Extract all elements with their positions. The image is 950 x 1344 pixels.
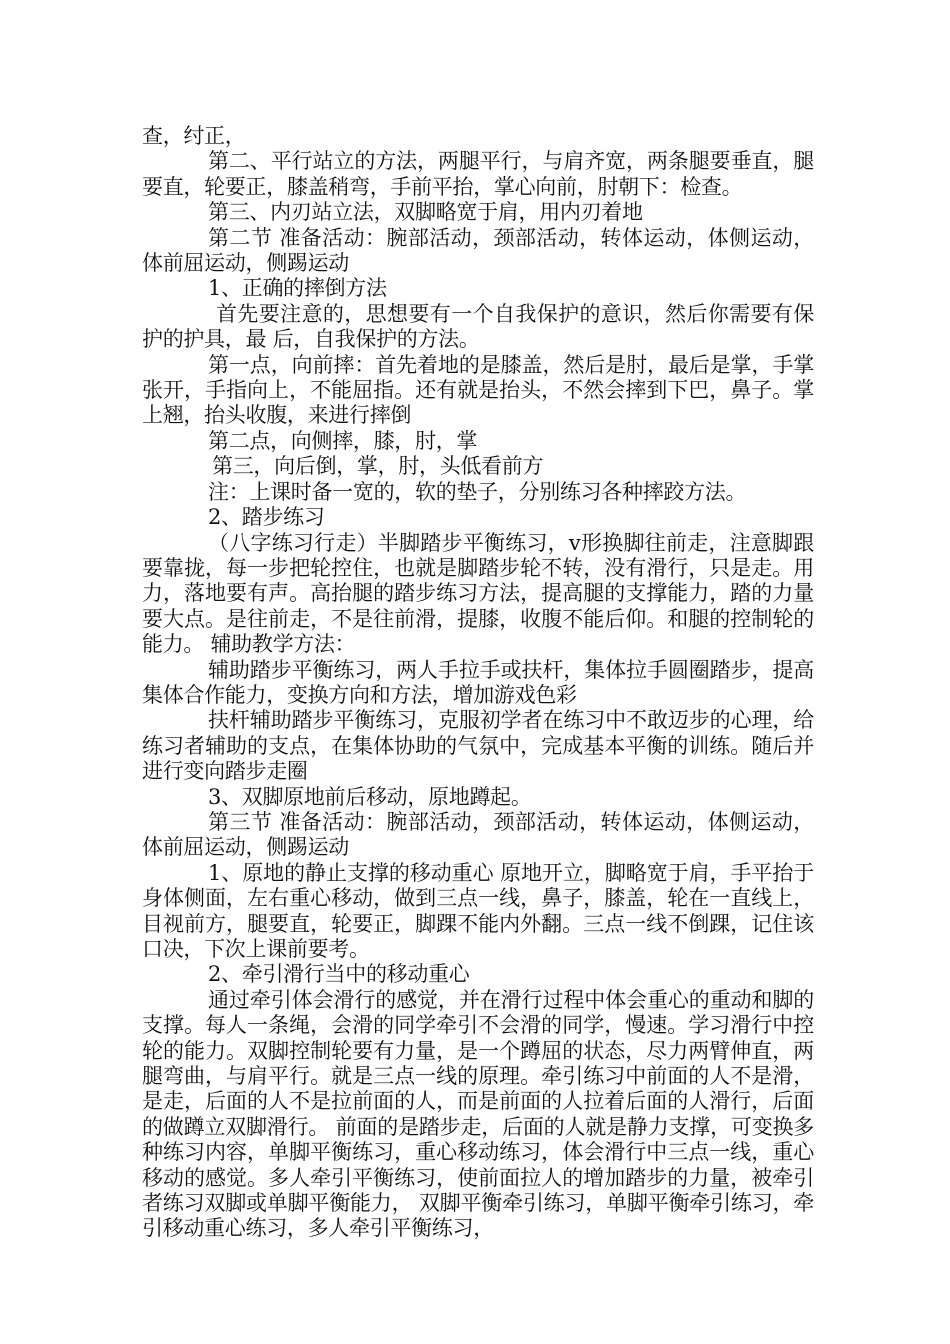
paragraph-1: 查，纣正， xyxy=(142,124,246,148)
document-body xyxy=(142,124,814,1242)
item-heading-squat: 3、双脚原地前后移动，原地蹲起。 xyxy=(208,784,532,809)
paragraph-12: （八字练习行走）半脚踏步平衡练习，v形换脚往前走，注意脚跟要靠拢，每一步把轮控住，也就是脚踏步轮不转，没有滑行，只是走。用力，落地要有声。高抬腿的踏步练习方法，提高腿的支撑能力，踏的力量要大点。是往前走，不是往前滑，提膝，收腹不能后仰。和腿的控制轮的能力。 辅助教学方法： xyxy=(142,530,814,657)
paragraph-14: 扶杆辅助踏步平衡练习，克服初学者在练习中不敢迈步的心理，给练习者辅助的支点，在集体协助的气氛中，完成基本平衡的训练。随后并进行变向踏步走圈 xyxy=(142,708,814,784)
item-heading-stepping: 2、踏步练习 xyxy=(208,505,325,530)
paragraph-8: 第二点，向侧摔，膝，肘，掌 xyxy=(208,428,478,453)
item-heading-falling: 1、正确的摔倒方法 xyxy=(208,276,387,301)
paragraph-17: 1、原地的静止支撑的移动重心 原地开立，脚略宽于肩，手平抬于身体侧面，左右重心移动，做到三点一线，鼻子，膝盖，轮在一直线上，目视前方，腿要直，轮要正，脚踝不能内外翻。三点一线不倒踝，记住该口决，下次上课前要考。 xyxy=(142,860,814,961)
paragraph-6: 首先要注意的，思想要有一个自我保护的意识，然后你需要有保护的护具，最 后，自我保护的方法。 xyxy=(142,301,814,352)
paragraph-3: 第三、内刃站立法，双脚略宽于肩，用内刃着地 xyxy=(208,200,643,225)
section-heading-3: 第三节 准备活动：腕部活动，颈部活动，转体运动，体侧运动，体前屈运动，侧踢运动 xyxy=(142,809,814,860)
section-heading-2: 第二节 准备活动：腕部活动，颈部活动，转体运动，体侧运动，体前屈运动，侧踢运动 xyxy=(142,225,814,276)
paragraph-9: 第三，向后倒，掌，肘，头低看前方 xyxy=(212,454,544,479)
item-heading-towing: 2、牵引滑行当中的移动重心 xyxy=(208,962,470,987)
paragraph-7: 第一点，向前摔：首先着地的是膝盖，然后是肘，最后是掌，手掌张开，手指向上，不能屈指。还有就是抬头，不然会摔到下巴，鼻子。掌上翘，抬头收腹，来进行摔倒 xyxy=(142,352,814,428)
paragraph-2: 第二、平行站立的方法，两腿平行，与肩齐宽，两条腿要垂直，腿要直，轮要正，膝盖稍弯，手前平抬，掌心向前，肘朝下：检查。 xyxy=(142,149,814,199)
paragraph-19: 通过牵引体会滑行的感觉，并在滑行过程中体会重心的重动和脚的支撑。每人一条绳，会滑的同学牵引不会滑的同学，慢速。学习滑行中控轮的能力。双脚控制轮要有力量，是一个蹲屈的状态，尽力两臂伸直，两腿弯曲，与肩平行。就是三点一线的原理。牵引练习中前面的人不是滑，是走，后面的人不是拉前面的人，而是前面的人拉着后面的人滑行，后面的做蹲立双脚滑行。 前面的是踏步走，后面的人就是静力支撑，可变换多种练习内容，单脚平衡练习，重心移动练习，体会滑行中三点一线，重心移动的感觉。多人牵引平衡练习，使前面拉人的增加踏步的力量，被牵引者练习双脚或单脚平衡能力， 双脚平衡牵引练习，单脚平衡牵引练习，牵引移动重心练习，多人牵引平衡练习， xyxy=(142,987,814,1241)
paragraph-13: 辅助踏步平衡练习，两人手拉手或扶杆，集体拉手圆圈踏步，提高集体合作能力，变换方向和方法，增加游戏色彩 xyxy=(142,657,814,707)
paragraph-10: 注：上课时备一宽的，软的垫子，分别练习各种摔跤方法。 xyxy=(208,479,747,504)
